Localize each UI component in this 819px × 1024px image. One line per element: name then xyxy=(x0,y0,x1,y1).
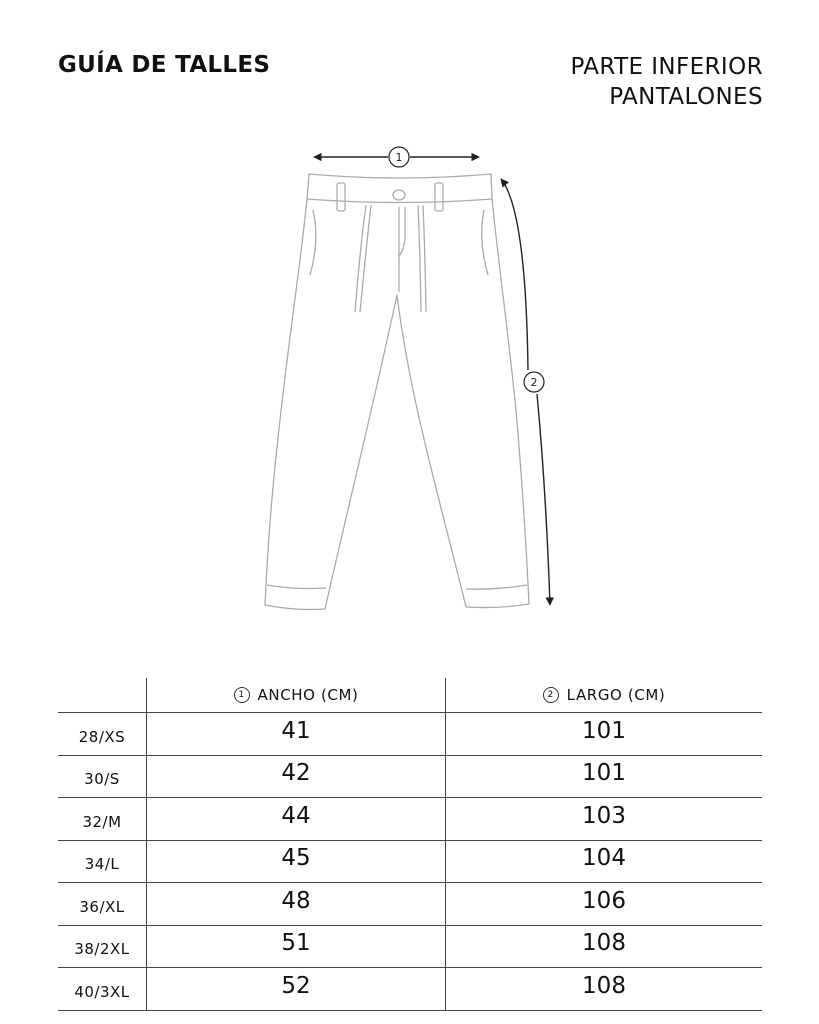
largo-cell: 101 xyxy=(446,755,763,798)
largo-cell: 101 xyxy=(446,713,763,756)
largo-cell: 108 xyxy=(446,968,763,1011)
largo-cell: 104 xyxy=(446,840,763,883)
size-cell: 38/2XL xyxy=(74,940,130,959)
largo-cell: 103 xyxy=(446,798,763,841)
pants-outline xyxy=(265,174,529,610)
ancho-cell: 52 xyxy=(147,968,446,1011)
largo-cell: 106 xyxy=(446,883,763,926)
largo-marker: 2 xyxy=(543,687,559,703)
width-measure-arrow xyxy=(314,147,479,167)
ancho-marker: 1 xyxy=(234,687,250,703)
table-row xyxy=(58,925,762,968)
table-row xyxy=(58,968,762,1011)
table-row xyxy=(58,798,762,841)
header-largo xyxy=(446,678,763,713)
ancho-cell: 51 xyxy=(147,925,446,968)
size-chart-table xyxy=(58,678,762,1011)
table-header-row xyxy=(58,678,762,713)
size-cell: 28/XS xyxy=(78,727,126,746)
ancho-cell: 42 xyxy=(147,755,446,798)
subtitle-product: PANTALONES xyxy=(609,84,763,110)
header-ancho xyxy=(147,678,446,713)
ancho-cell: 45 xyxy=(147,840,446,883)
size-cell: 34/L xyxy=(84,855,120,874)
largo-label: LARGO (CM) xyxy=(566,686,666,704)
size-cell: 40/3XL xyxy=(74,982,130,1001)
table-row xyxy=(58,755,762,798)
ancho-label: ANCHO (CM) xyxy=(257,686,359,704)
size-cell: 32/M xyxy=(82,812,122,831)
largo-cell: 108 xyxy=(446,925,763,968)
header-size-cell xyxy=(58,678,147,713)
length-marker-number: 2 xyxy=(530,376,538,389)
table-row xyxy=(58,713,762,756)
size-cell: 30/S xyxy=(84,770,120,789)
table-row xyxy=(58,883,762,926)
size-cell: 36/XL xyxy=(79,897,125,916)
ancho-cell: 41 xyxy=(147,713,446,756)
table-row xyxy=(58,840,762,883)
width-marker-number: 1 xyxy=(395,151,403,164)
subtitle-category: PARTE INFERIOR xyxy=(570,54,763,80)
page-title: GUÍA DE TALLES xyxy=(58,52,271,78)
ancho-cell: 44 xyxy=(147,798,446,841)
ancho-cell: 48 xyxy=(147,883,446,926)
